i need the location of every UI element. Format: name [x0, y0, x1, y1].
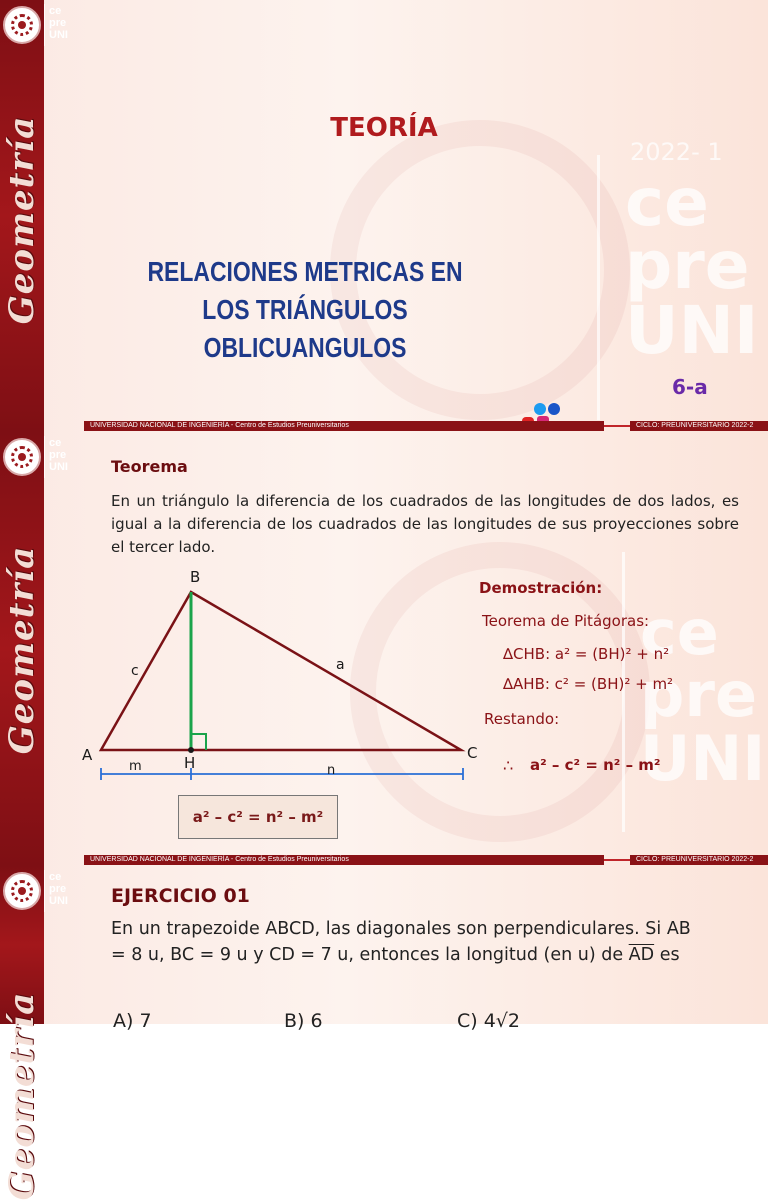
footer-university: UNIVERSIDAD NACIONAL DE INGENIERÍA - Centro de Estudios Preuniversitarios [84, 855, 604, 865]
sidebar-title: Geometría [2, 545, 42, 755]
choice-a: A) 7 [113, 1010, 152, 1032]
logo-ce: ce [49, 437, 62, 449]
choice-b: B) 6 [284, 1010, 323, 1032]
proof-chb: ∆CHB: a² = (BH)² + n² [503, 645, 670, 663]
watermark-uni: UNI [625, 292, 759, 369]
logo-ce: ce [49, 5, 62, 17]
logo-pre: pre [49, 883, 67, 895]
watermark-year: 2022- 1 [630, 138, 723, 166]
proof-subtracting: Restando: [484, 710, 560, 728]
slide-exercise [0, 866, 768, 1200]
cepre-uni-logo [0, 866, 82, 918]
heading-line-2: LOS TRIÁNGULOS [202, 294, 408, 325]
sidebar-title: Geometría [2, 991, 42, 1200]
facebook-icon[interactable] [548, 403, 560, 415]
vertex-a-label: A [82, 746, 93, 764]
logo-pre: pre [49, 449, 67, 461]
projection-m-label: m [129, 759, 142, 774]
slide-theorem [0, 432, 768, 866]
watermark-divider [597, 155, 600, 420]
point-h-label: H [184, 754, 196, 772]
statement-prefix: = 8 u, BC = 9 u y CD = 7 u, entonces la longitud (en u) de [111, 945, 629, 965]
twitter-icon[interactable] [534, 403, 546, 415]
cepre-uni-logo [0, 432, 82, 484]
proof-therefore-symbol: ∴ [503, 756, 514, 775]
logo-pre: pre [49, 17, 67, 29]
logo-uni: UNI [49, 29, 68, 41]
side-c-label: c [131, 663, 139, 679]
right-angle-mark [191, 734, 206, 750]
logo-uni: UNI [49, 461, 68, 473]
exercise-statement-line-2 [111, 945, 680, 965]
proof-title: Demostración: [479, 579, 603, 597]
proof-pythagoras: Teorema de Pitágoras: [482, 612, 650, 630]
footer-university: UNIVERSIDAD NACIONAL DE INGENIERÍA - Centro de Estudios Preuniversitarios [84, 421, 604, 431]
watermark-ce: ce [625, 164, 709, 241]
lesson-code: 6-a [672, 375, 708, 399]
watermark-pre: pre [625, 227, 750, 304]
vertex-c-label: C [467, 744, 478, 762]
uni-seal-icon [3, 872, 41, 910]
projection-n-label: n [327, 763, 336, 778]
heading-line-1: RELACIONES METRICAS EN [147, 256, 463, 287]
exercise-title: EJERCICIO 01 [111, 885, 250, 907]
topic-heading [137, 253, 473, 367]
side-a-label: a [336, 657, 345, 673]
sidebar-title: Geometría [2, 115, 42, 325]
foot-point-h [188, 747, 194, 753]
result-formula-box: a² – c² = n² – m² [178, 795, 338, 839]
footer-cycle: CICLO: PREUNIVERSITARIO 2022-2 [630, 855, 768, 865]
watermark-ce: ce [640, 596, 719, 669]
vertex-b-label: B [190, 568, 201, 586]
proof-ahb: ∆AHB: c² = (BH)² + m² [503, 675, 674, 693]
logo-uni: UNI [49, 895, 68, 907]
proof-conclusion: a² – c² = n² – m² [530, 756, 661, 774]
logo-ce: ce [49, 871, 62, 883]
segment-ad: $\overline{AD}$ [628, 945, 655, 965]
choice-c: C) 4√2 [457, 1010, 521, 1032]
heading-line-3: OBLICUANGULOS [203, 332, 407, 363]
theorem-title: Teorema [111, 457, 188, 476]
theorem-statement: En un triángulo la diferencia de los cuadrados de las longitudes de dos lados, es igual a la diferencia de los cuadrados de las longitudes de sus proyecciones sobre el tercer lado. [111, 492, 739, 556]
watermark-uni: UNI [640, 722, 766, 795]
uni-seal-icon [3, 438, 41, 476]
uni-seal-icon [3, 6, 41, 44]
footer-cycle: CICLO: PREUNIVERSITARIO 2022-2 [630, 421, 768, 431]
exercise-statement-line-1: En un trapezoide ABCD, las diagonales son perpendiculares. Si AB [111, 919, 691, 939]
slide-title: TEORÍA [330, 113, 438, 143]
cepre-uni-logo [0, 0, 82, 52]
watermark-pre: pre [640, 658, 758, 731]
statement-suffix: es [654, 945, 680, 965]
slide-theory-cover [0, 0, 768, 432]
